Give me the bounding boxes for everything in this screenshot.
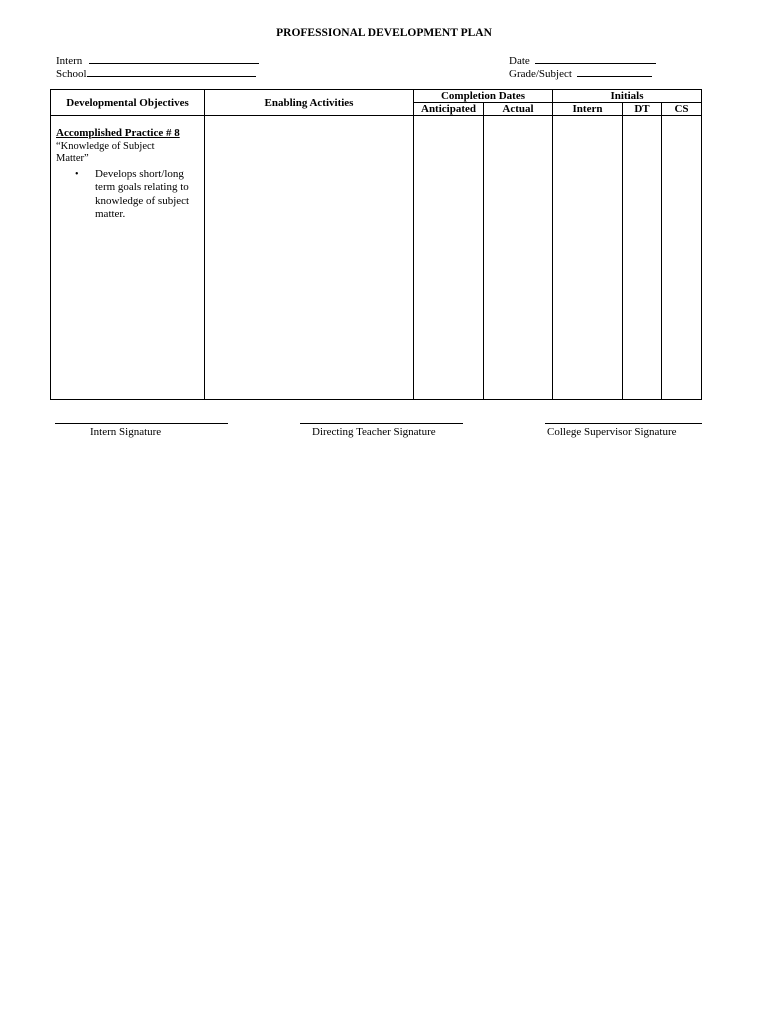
college-supervisor-signature-line[interactable] (545, 423, 702, 424)
header-dt: DT (623, 103, 662, 116)
intern-label: Intern (56, 55, 83, 67)
intern-signature-label: Intern Signature (90, 426, 162, 438)
college-supervisor-signature-label: College Supervisor Signature (547, 426, 677, 438)
school-label: School (56, 68, 87, 80)
header-intern-initials: Intern (553, 103, 623, 116)
school-blank[interactable] (87, 66, 256, 77)
bullet-text-line-2: term goals relating to (95, 181, 189, 193)
header-enabling-activities: Enabling Activities (205, 90, 414, 116)
bullet-text-line-4: matter. (95, 208, 126, 220)
practice-title: Accomplished Practice # 8 (56, 127, 180, 139)
school-field[interactable] (56, 66, 256, 80)
grade-subject-field[interactable] (509, 66, 652, 80)
intern-initials-cell[interactable] (553, 116, 623, 400)
bullet-text-line-1: Develops short/long (95, 167, 184, 180)
directing-teacher-signature-line[interactable] (300, 423, 463, 424)
anticipated-date-cell[interactable] (414, 116, 484, 400)
directing-teacher-signature-label: Directing Teacher Signature (312, 426, 436, 438)
development-plan-table (50, 89, 702, 400)
date-label: Date (509, 55, 530, 67)
bullet-text-line-3: knowledge of subject (95, 194, 190, 207)
cs-initials-cell[interactable] (662, 116, 702, 400)
enabling-activities-cell[interactable] (205, 116, 414, 400)
header-anticipated: Anticipated (414, 103, 484, 116)
header-actual: Actual (484, 103, 553, 116)
date-field[interactable] (509, 53, 656, 67)
grade-subject-label: Grade/Subject (509, 68, 572, 80)
objective-cell (51, 116, 205, 400)
actual-date-cell[interactable] (484, 116, 553, 400)
header-completion-dates: Completion Dates (414, 90, 553, 103)
header-initials: Initials (553, 90, 702, 103)
bullet-icon: • (75, 168, 79, 180)
document-title: PROFESSIONAL DEVELOPMENT PLAN (276, 27, 492, 39)
dt-initials-cell[interactable] (623, 116, 662, 400)
intern-blank[interactable] (89, 53, 259, 64)
grade-subject-blank[interactable] (577, 66, 652, 77)
intern-signature-line[interactable] (55, 423, 228, 424)
objective-bullet (56, 168, 200, 222)
practice-quote-line-2: Matter” (56, 153, 89, 164)
date-blank[interactable] (535, 53, 656, 64)
intern-field[interactable] (56, 53, 259, 67)
header-cs: CS (662, 103, 702, 116)
header-developmental-objectives: Developmental Objectives (51, 90, 205, 116)
practice-quote-line-1: “Knowledge of Subject (56, 140, 155, 152)
